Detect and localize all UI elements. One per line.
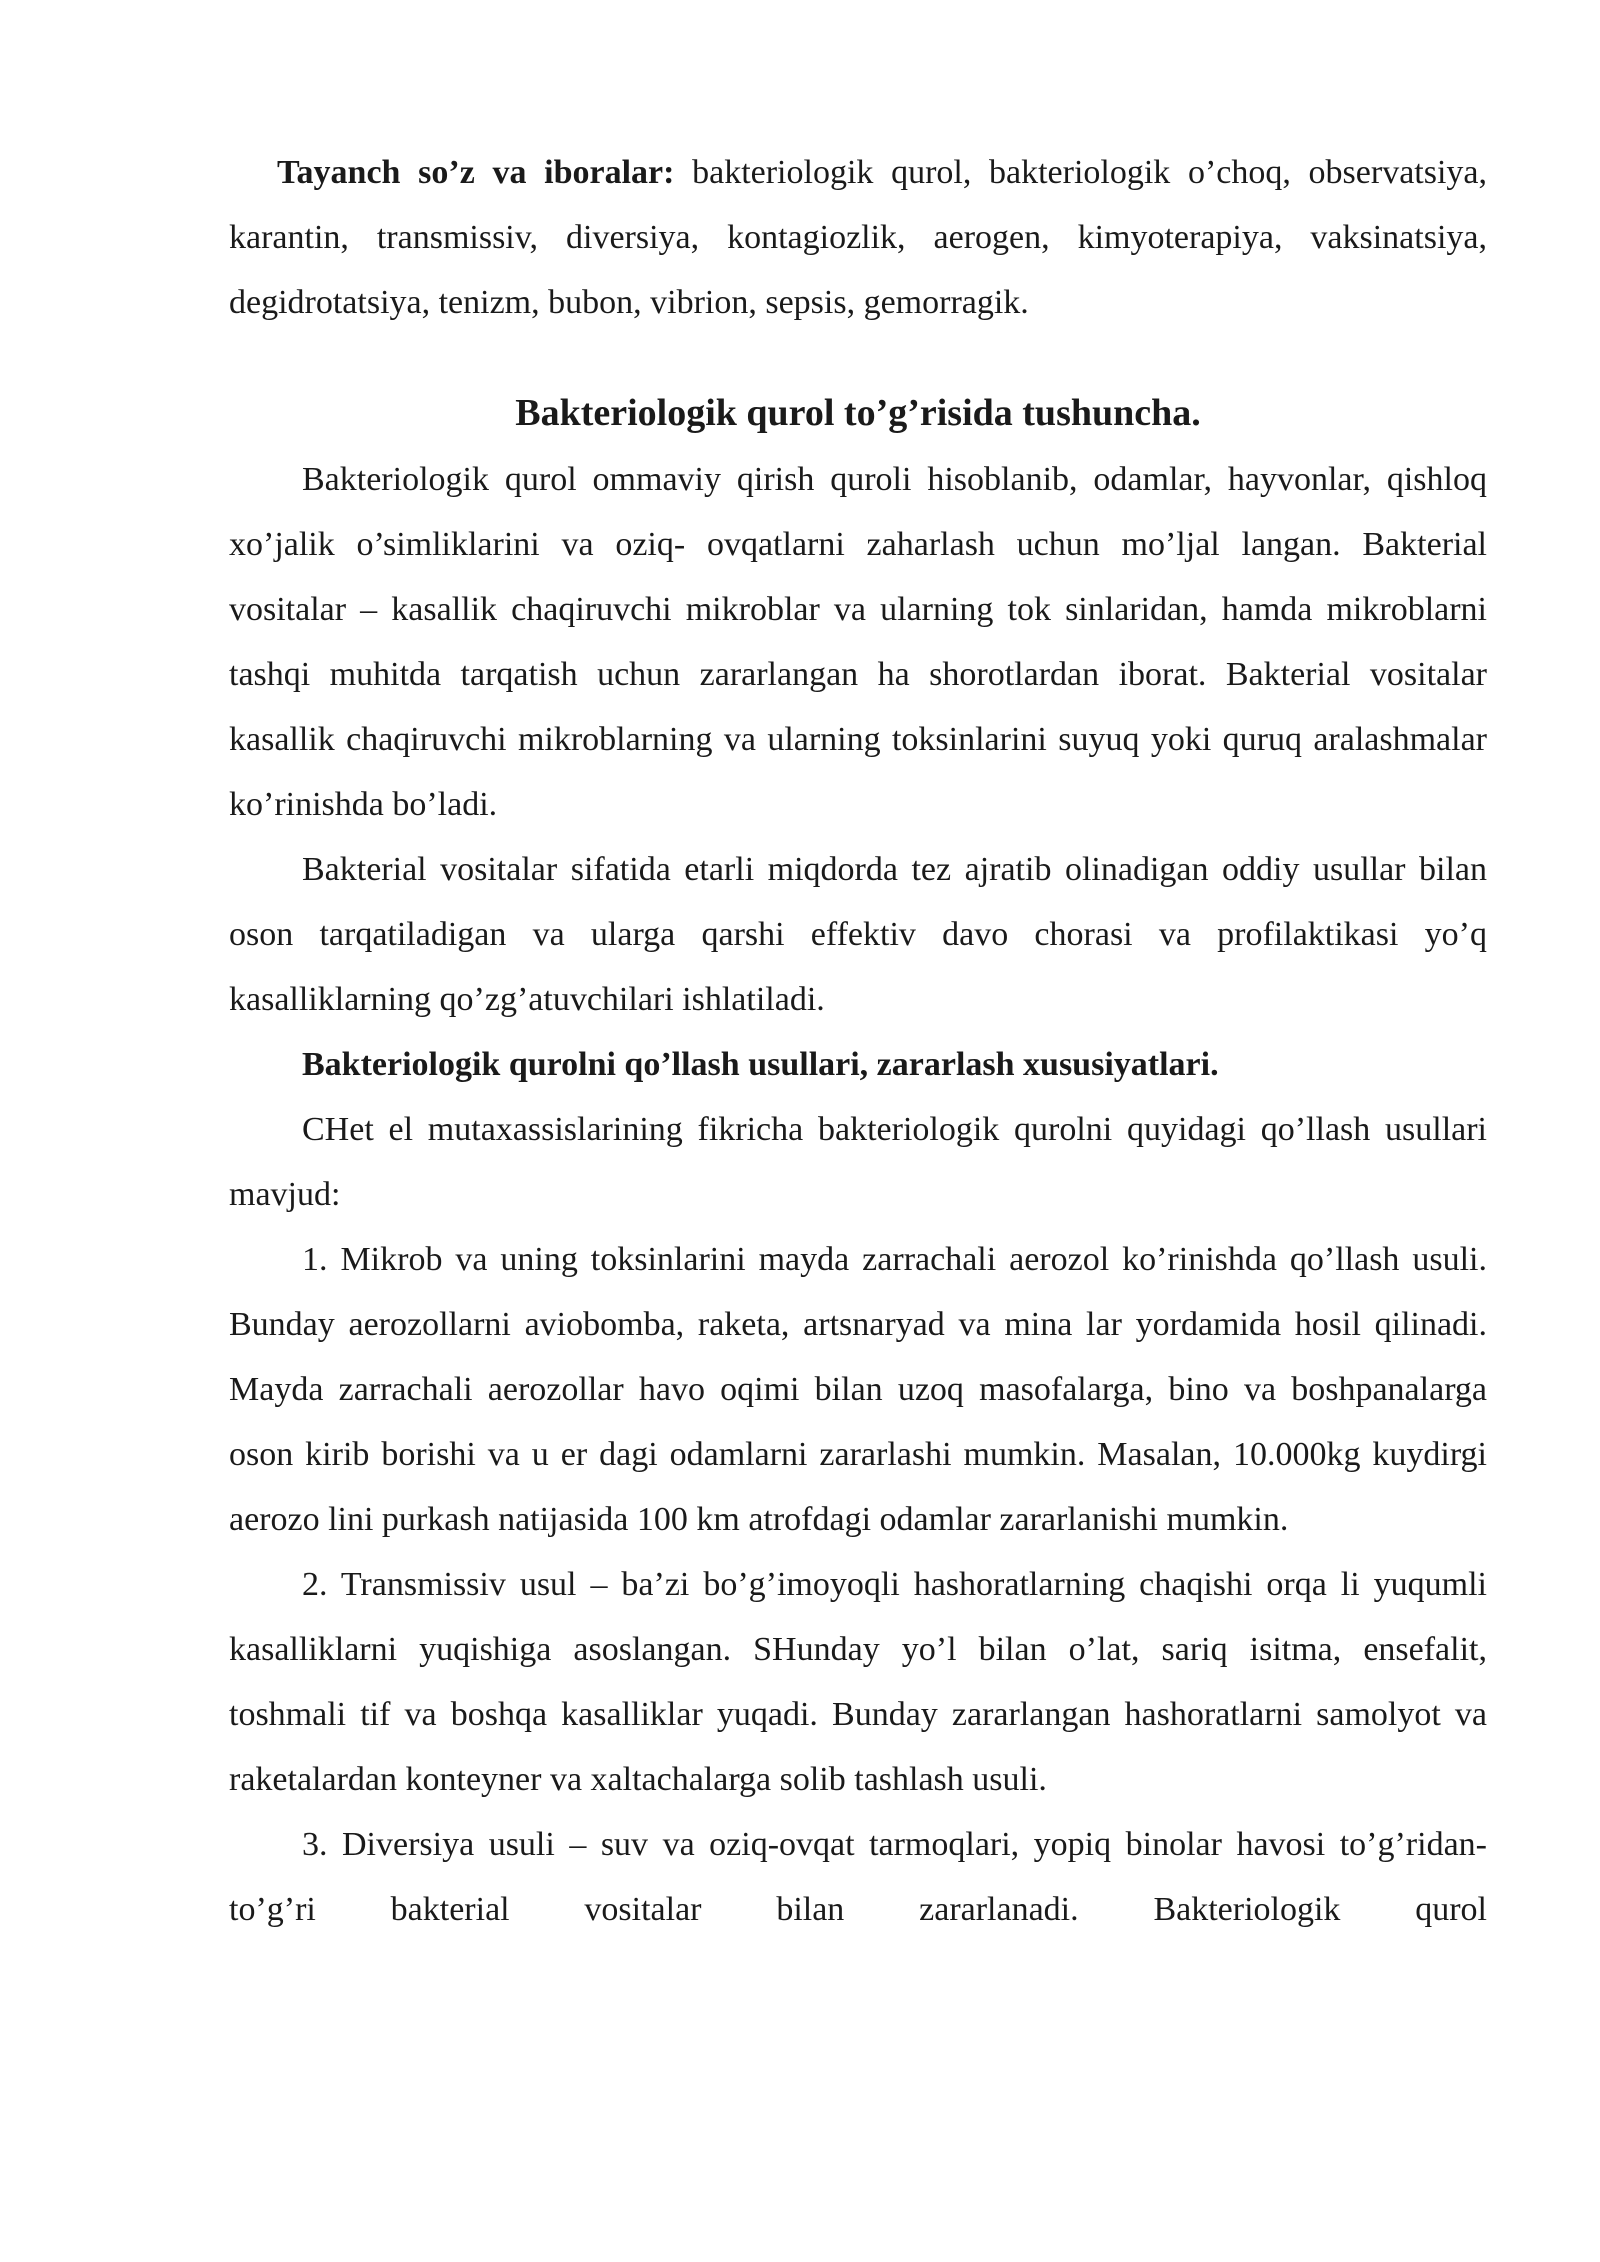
subheading: Bakteriologik qurolni qo’llash usullari, zararlash xususiyatlari. [302,1046,1219,1083]
body-paragraph: Bakterial vositalar sifatida etarli miqdorda tez ajratib olinadigan oddiy usullar bilan oson tarqatiladigan va ularga qarshi effektiv davo chorasi va profilaktikasi yo’q kasalliklarning qo’zg’atuvchilari ishlatiladi. [229,851,1487,1018]
keywords-label: Tayanch so’z va iboralar: [277,154,675,191]
body-paragraph: Bakteriologik qurol ommaviy qirish quroli hisoblanib, odamlar, hayvonlar, qishloq xo’jalik o’simliklarini va oziq- ovqatlarni zaharlash uchun mo’ljal langan. Bakterial vositalar – kasallik chaqiruvchi mikroblar va ularning tok sinlaridan, hamda mikroblarni tashqi muhitda tarqatish uchun zararlangan ha shorotlardan iborat. Bakterial vositalar kasallik chaqiruvchi mikroblarning va ularning toksinlarini suyuq yoki quruq aralashmalar ko’rinishda bo’ladi. [229,461,1487,823]
section-title: Bakteriologik qurol to’g’risida tushuncha. [515,392,1201,434]
methods-intro: CHet el mutaxassislarining fikricha bakteriologik qurolni quyidagi qo’llash usullari mavjud: [229,1111,1487,1213]
method-item: 2. Transmissiv usul – ba’zi bo’g’imoyoqli hashoratlarning chaqishi orqa li yuqumli kasalliklarni yuqishiga asoslangan. SHunday yo’l bilan o’lat, sariq isitma, ensefalit, toshmali tif va boshqa kasalliklar yuqadi. Bunday zararlangan hashoratlarni samolyot va raketalardan konteyner va xaltachalarga solib tashlash usuli. [229,1566,1487,1798]
keywords-paragraph [229,140,1487,335]
document-page [229,140,1487,1942]
method-item: 3. Diversiya usuli – suv va oziq-ovqat tarmoqlari, yopiq binolar havosi to’g’ridan-to’g’ri bakterial vositalar bilan zararlanadi. Bakteriologik qurol [229,1826,1487,1928]
method-item: 1. Mikrob va uning toksinlarini mayda zarrachali aerozol ko’rinishda qo’llash usuli. Bunday aerozollarni aviobomba, raketa, artsnaryad va mina lar yordamida hosil qilinadi. Mayda zarrachali aerozollar havo oqimi bilan uzoq masofalarga, bino va boshpanalarga oson kirib borishi va u er dagi odamlarni zararlashi mumkin. Masalan, 10.000kg kuydirgi aerozo lini purkash natijasida 100 km atrofdagi odamlar zararlanishi mumkin. [229,1241,1487,1538]
keywords-text: bakteriologik qurol, bakteriologik o’choq, observatsiya, karantin, transmissiv, diversiya, kontagiozlik, aerogen, kimyoterapiya, vaksinatsiya, degidrotatsiya, tenizm, bubon, vibrion, sepsis, gemorragik. [229,154,1487,321]
